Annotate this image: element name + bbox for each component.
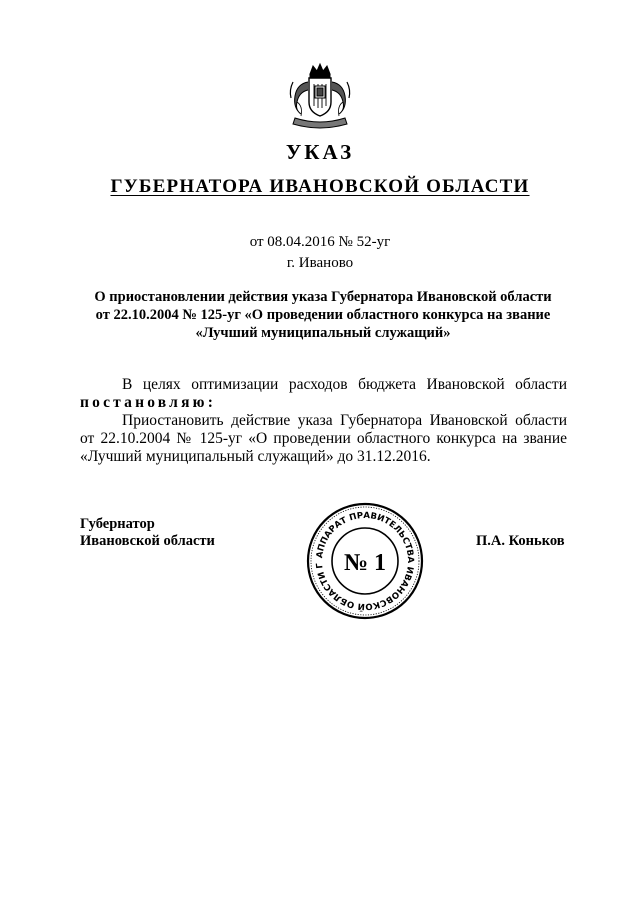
position-line-2: Ивановской области [80, 533, 215, 549]
document-subtitle [0, 176, 640, 198]
official-seal [306, 502, 424, 620]
document-title: УКАЗ [285, 140, 355, 164]
document-body [80, 376, 567, 466]
seal-center-number: № 1 [343, 550, 387, 576]
heading-line-1: О приостановлении действия указа Губернатора Ивановской области [94, 289, 552, 305]
signatory-position [80, 516, 215, 550]
heading-line-3: «Лучший муниципальный служащий» [195, 325, 451, 341]
signatory-name: П.А. Коньков [476, 533, 565, 549]
position-line-1: Губернатор [80, 516, 155, 532]
document-date-number: от 08.04.2016 № 52-уг [249, 234, 391, 250]
intro-paragraph: В целях оптимизации расходов бюджета Ивановской области [122, 376, 567, 393]
heading-line-2: от 22.10.2004 № 125-уг «О проведении областного конкурса на звание [95, 307, 551, 323]
coat-of-arms-icon [283, 62, 357, 130]
seal-ring-text: АППАРАТ ПРАВИТЕЛЬСТВА ИВАНОВСКОЙ ОБЛАСТИ Г [314, 510, 416, 612]
decree-word: постановляю: [80, 394, 217, 411]
document-heading [80, 288, 566, 342]
decision-paragraph: Приостановить действие указа Губернатора Ивановской области от 22.10.2004 № 125-уг «О проведении областного конкурса на звание «Лучший муниципальный служащий» до 31.12.2016. [80, 412, 567, 465]
document-subtitle-text: ГУБЕРНАТОРА ИВАНОВСКОЙ ОБЛАСТИ [110, 176, 530, 197]
document-city: г. Иваново [286, 255, 354, 271]
